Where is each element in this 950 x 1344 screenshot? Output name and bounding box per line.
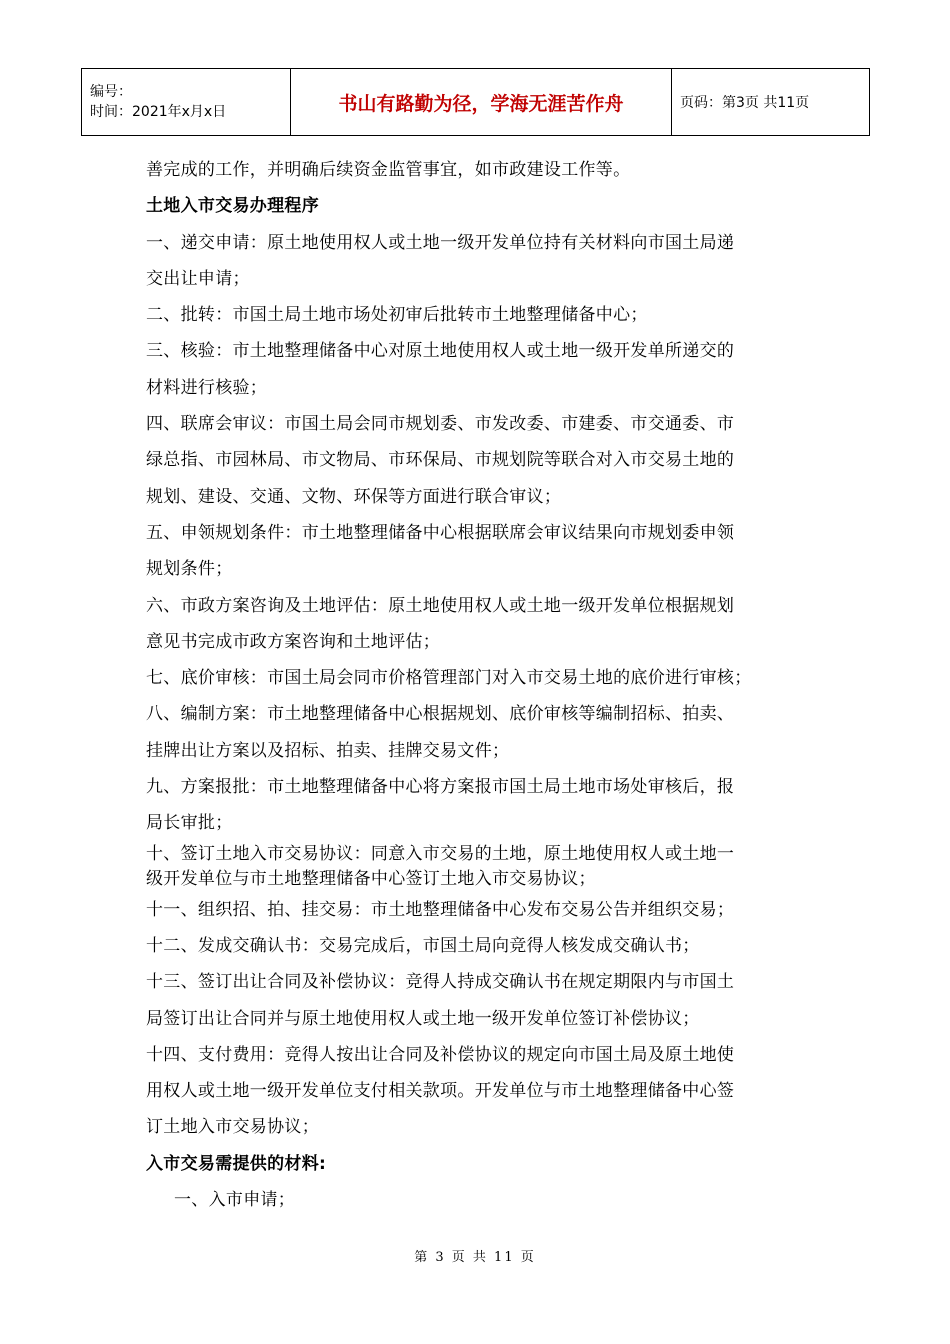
body-line: 七、底价审核：市国土局会同市价格管理部门对入市交易土地的底价进行审核；	[146, 668, 752, 689]
body-line: 订土地入市交易协议；	[146, 1117, 319, 1138]
body-line: 局长审批；	[146, 813, 233, 834]
body-line: 局签订出让合同并与原土地使用权人或土地一级开发单位签订补偿协议；	[146, 1008, 700, 1029]
body-line: 规划、建设、交通、文物、环保等方面进行联合审议；	[146, 486, 562, 507]
body-line: 十二、发成交确认书：交易完成后，市国土局向竞得人核发成交确认书；	[146, 935, 700, 956]
header-meta-cell	[82, 69, 291, 136]
page-header	[81, 68, 870, 136]
body-line: 交出让申请；	[146, 268, 250, 289]
body-line: 十一、组织招、拍、挂交易：市土地整理储备中心发布交易公告并组织交易；	[146, 899, 735, 920]
body-line: 规划条件；	[146, 559, 233, 580]
body-line: 三、核验：市土地整理储备中心对原土地使用权人或土地一级开发单所递交的	[146, 341, 735, 362]
body-line: 级开发单位与市土地整理储备中心签订土地入市交易协议；	[146, 868, 596, 889]
body-line: 善完成的工作，并明确后续资金监管事宜，如市政建设工作等。	[146, 160, 631, 180]
body-line: 十、签订土地入市交易协议：同意入市交易的土地，原土地使用权人或土地一	[146, 843, 735, 864]
body-line: 二、批转：市国土局土地市场处初审后批转市土地整理储备中心；	[146, 305, 648, 326]
header-page-info: 页码：第3页 共11页	[672, 69, 870, 136]
document-number-label: 编号：	[90, 84, 132, 100]
body-line: 四、联席会审议：市国土局会同市规划委、市发改委、市建委、市交通委、市	[146, 414, 735, 435]
body-line: 八、编制方案：市土地整理储备中心根据规划、底价审核等编制招标、拍卖、	[146, 704, 735, 725]
body-line: 一、递交申请：原土地使用权人或土地一级开发单位持有关材料向市国土局递	[146, 232, 735, 253]
body-line: 十四、支付费用：竞得人按出让合同及补偿协议的规定向市国土局及原土地使	[146, 1044, 735, 1065]
page-footer: 第 3 页 共 11 页	[414, 1250, 536, 1265]
document-body	[146, 152, 806, 1218]
body-line: 绿总指、市园林局、市文物局、市环保局、市规划院等联合对入市交易土地的	[146, 450, 735, 471]
body-line: 十三、签订出让合同及补偿协议：竞得人持成交确认书在规定期限内与市国土	[146, 972, 735, 993]
body-line: 用权人或土地一级开发单位支付相关款项。开发单位与市土地整理储备中心签	[146, 1081, 735, 1102]
body-line: 五、申领规划条件：市土地整理储备中心根据联席会审议结果向市规划委申领	[146, 522, 735, 543]
header-motto: 书山有路勤为径，学海无涯苦作舟	[291, 69, 672, 136]
section-heading: 土地入市交易办理程序	[146, 196, 319, 217]
body-line: 意见书完成市政方案咨询和土地评估；	[146, 631, 441, 652]
body-line: 一、入市申请；	[174, 1190, 296, 1211]
body-line: 挂牌出让方案以及招标、拍卖、挂牌交易文件；	[146, 740, 510, 761]
body-line: 材料进行核验；	[146, 377, 268, 398]
body-line: 九、方案报批：市土地整理储备中心将方案报市国土局土地市场处审核后，报	[146, 777, 735, 798]
document-date-label: 时间：2021年x月x日	[90, 104, 227, 120]
section-heading: 入市交易需提供的材料:	[146, 1153, 327, 1174]
body-line: 六、市政方案咨询及土地评估：原土地使用权人或土地一级开发单位根据规划	[146, 595, 735, 616]
